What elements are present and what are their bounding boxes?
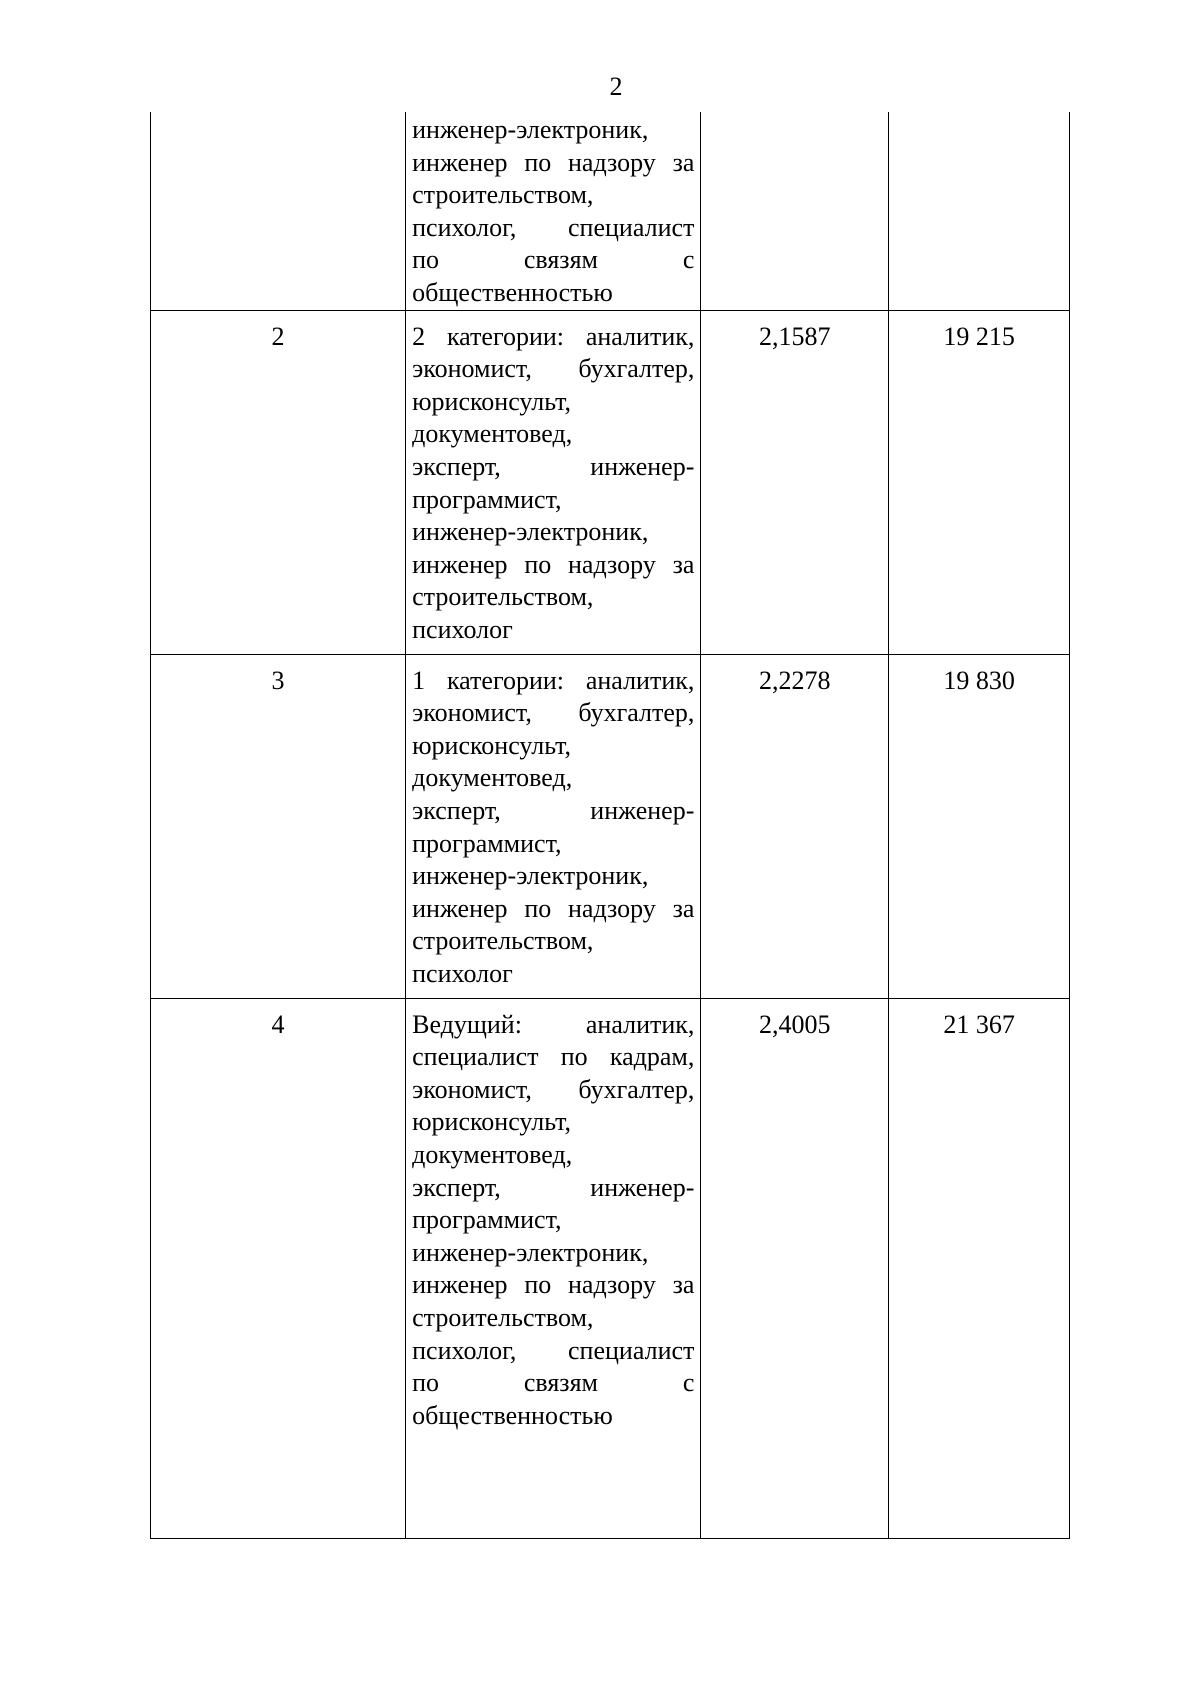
position-line: по связям с [412,245,695,275]
table-row [151,310,1070,654]
position-line: общественностью [412,1400,613,1430]
position-line: программист, [412,1205,562,1235]
position-line: инженер по надзору за [412,147,695,177]
position-line: инженер по надзору за [412,549,695,579]
position-line: инженер-электроник, [412,861,649,891]
position-line: инженер по надзору за [412,893,695,923]
position-line: по связям с [412,1368,695,1398]
table-row [151,112,1070,310]
position-line: документовед, [412,1139,573,1169]
position-line: 1 категории: аналитик, [412,665,695,695]
row-number-cell: 3 [151,654,406,998]
position-line: эксперт, инженер- [412,1172,695,1202]
position-line: программист, [412,828,562,858]
position-text [412,665,694,991]
table-row [151,654,1070,998]
position-line: документовед, [412,763,573,793]
position-line: инженер-электроник, [412,115,649,144]
position-text [412,1009,694,1433]
position-line: экономист, бухгалтер, [412,698,695,728]
salary-cell: 19 215 [889,310,1070,654]
row-number-cell: 4 [151,998,406,1538]
position-line: юрисконсульт, [412,730,572,760]
position-text [412,321,694,647]
position-line: 2 категории: аналитик, [412,321,695,351]
position-line: инженер-электроник, [412,1237,649,1267]
salary-cell [889,112,1070,310]
row-number-cell: 2 [151,310,406,654]
coefficient-cell: 2,4005 [701,998,889,1538]
position-line: эксперт, инженер- [412,795,695,825]
table-row [151,998,1070,1538]
position-line: строительством, [412,1302,594,1332]
position-line: программист, [412,484,562,514]
coefficient-cell: 2,1587 [701,310,889,654]
row-number-cell [151,112,406,310]
position-line: общественностью [412,277,613,307]
position-line: Ведущий: аналитик, [412,1009,695,1039]
coefficient-cell: 2,2278 [701,654,889,998]
position-line: психолог, специалист [412,1335,695,1365]
position-text [412,114,694,310]
salary-cell: 19 830 [889,654,1070,998]
position-line: документовед, [412,419,573,449]
position-cell [406,112,701,310]
position-line: эксперт, инженер- [412,451,695,481]
position-line: юрисконсульт, [412,386,572,416]
page-number: 2 [609,72,623,101]
position-line: инженер-электроник, [412,517,649,547]
position-line: строительством, [412,180,594,210]
position-cell [406,310,701,654]
position-line: инженер по надзору за [412,1270,695,1300]
position-cell [406,998,701,1538]
position-line: экономист, бухгалтер, [412,1074,695,1104]
table-body [151,112,1070,1538]
position-line: психолог [412,614,513,644]
salary-cell: 21 367 [889,998,1070,1538]
position-cell [406,654,701,998]
position-line: юрисконсульт, [412,1107,572,1137]
position-line: экономист, бухгалтер, [412,354,695,384]
salary-table [150,112,1070,1539]
position-line: психолог [412,958,513,988]
position-line: строительством, [412,582,594,612]
position-line: строительством, [412,926,594,956]
position-line: психолог, специалист [412,212,695,242]
coefficient-cell [701,112,889,310]
position-line: специалист по кадрам, [412,1042,695,1072]
